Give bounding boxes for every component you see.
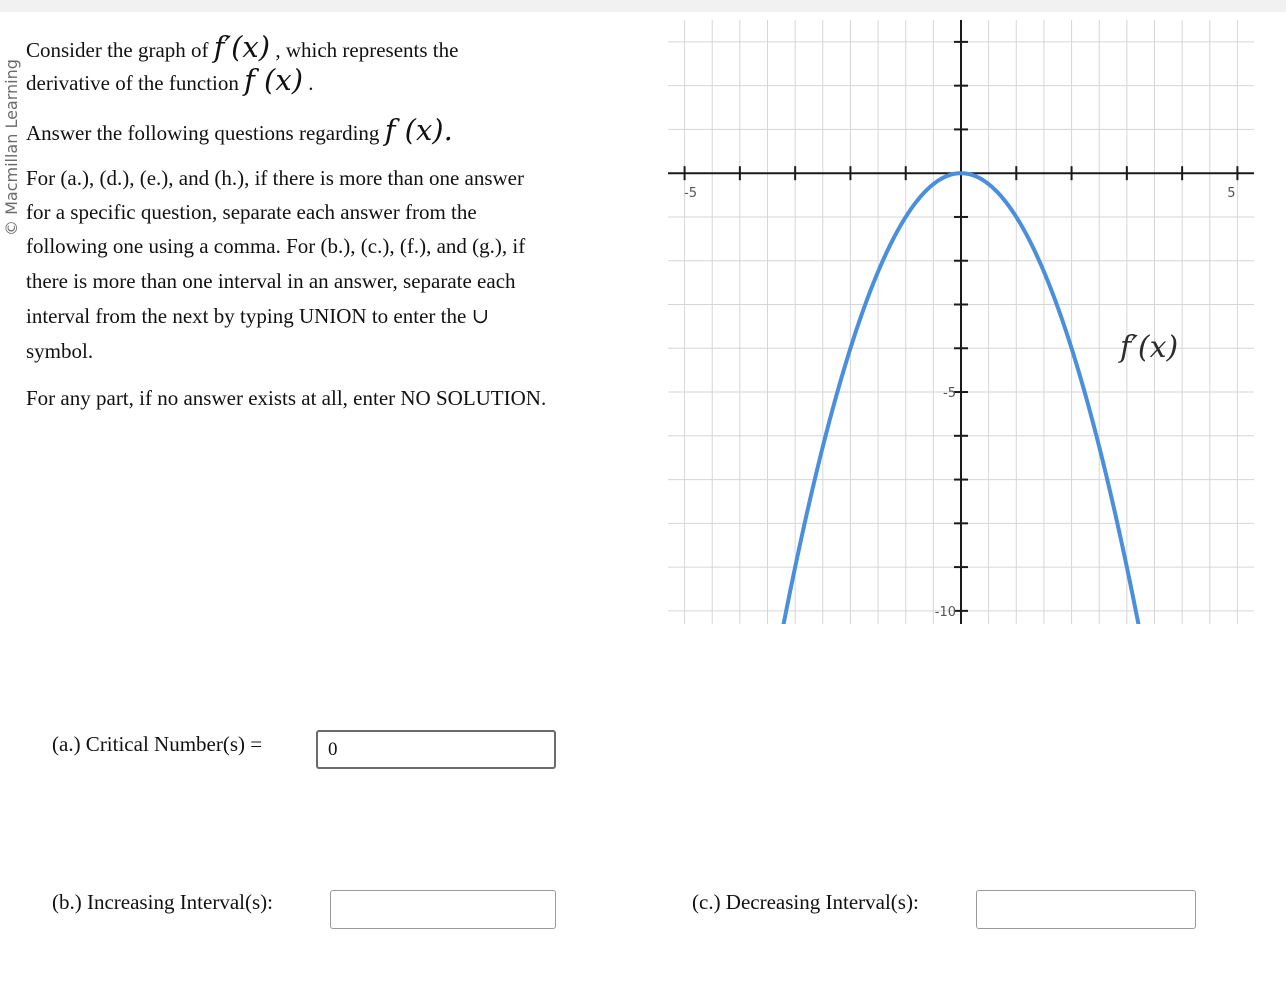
instruction-line: following one using a comma. For (b.), (c.), (f.), and (g.), if [26, 234, 526, 258]
increasing-intervals-label: (b.) Increasing Interval(s): [52, 890, 273, 914]
intro-line-3-text: Answer the following questions regarding [26, 121, 385, 145]
copyright-text: © Macmillan Learning [2, 59, 21, 236]
intro-line-3 [26, 113, 453, 147]
intro-line-1 [26, 30, 459, 64]
increasing-intervals-input[interactable] [330, 890, 556, 929]
intro-line-2 [26, 63, 314, 97]
y-tick-label: -10 [934, 604, 956, 620]
derivative-notation: f′(x) [213, 30, 271, 64]
function-notation-2: f (x). [384, 113, 453, 147]
instruction-line: For (a.), (d.), (e.), and (h.), if there is more than one answer [26, 166, 524, 190]
derivative-graph [668, 20, 1254, 624]
copyright-notice [2, 59, 22, 256]
y-tick-label: -5 [943, 386, 956, 402]
top-rule [0, 0, 1286, 12]
x-tick-label: 5 [1227, 186, 1236, 202]
intro-line-2-text: derivative of the function [26, 71, 245, 95]
intro-line-1-text: Consider the graph of [26, 38, 214, 62]
x-tick-label: -5 [684, 186, 698, 202]
critical-numbers-input[interactable] [316, 730, 556, 769]
no-solution-note: For any part, if no answer exists at all, enter NO SOLUTION. [26, 386, 547, 410]
function-notation: f (x) [244, 63, 304, 97]
instruction-line: there is more than one interval in an answer, separate each [26, 269, 516, 293]
instruction-line: symbol. [26, 339, 94, 363]
intro-line-2-tail: . [303, 71, 314, 95]
decreasing-intervals-label: (c.) Decreasing Interval(s): [692, 890, 919, 914]
decreasing-intervals-input[interactable] [976, 890, 1196, 929]
instruction-line: for a specific question, separate each answer from the [26, 200, 477, 224]
critical-numbers-label: (a.) Critical Number(s) = [52, 732, 263, 756]
instruction-line: interval from the next by typing UNION to enter the ∪ [26, 304, 490, 328]
intro-line-1-tail: , which represents the [270, 38, 459, 62]
curve-label: f′(x) [1120, 330, 1179, 365]
